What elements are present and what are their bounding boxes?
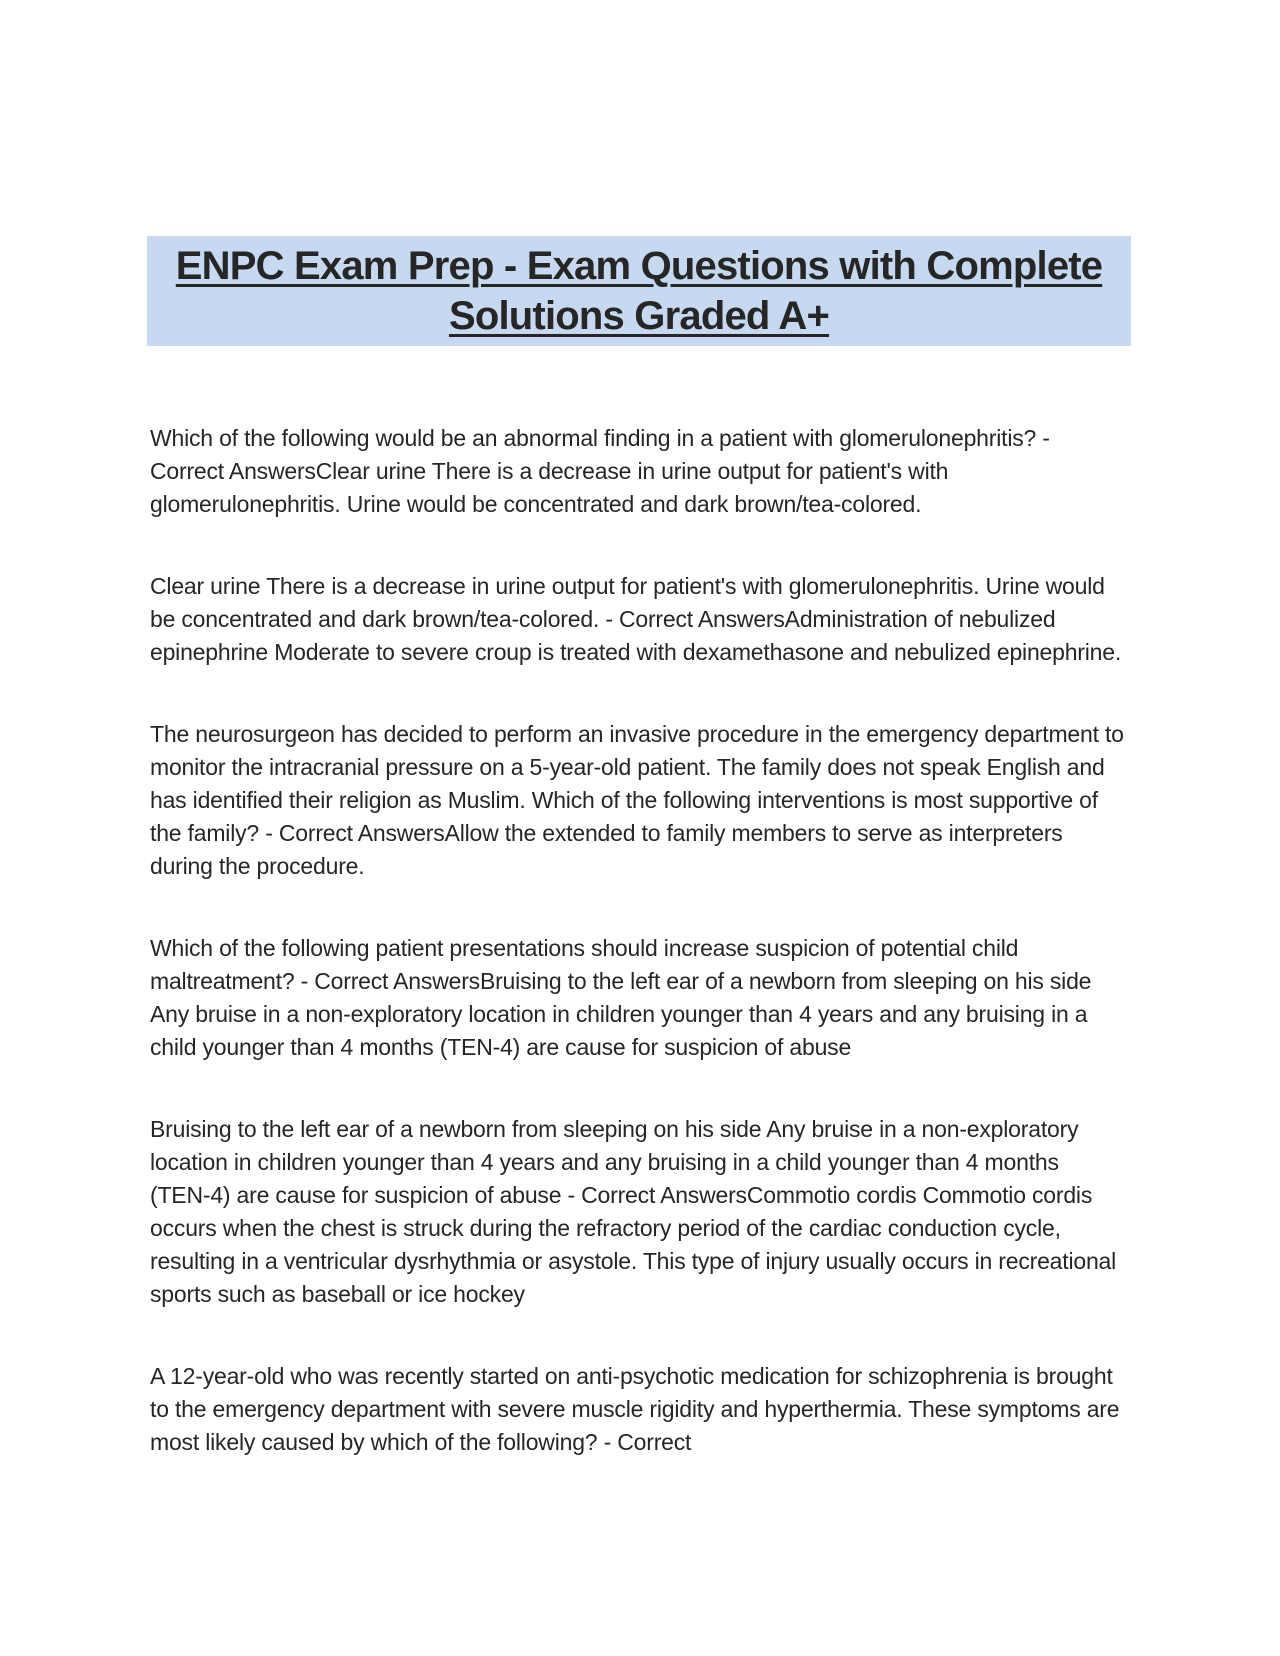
qa-entry-1: Which of the following would be an abnormal finding in a patient with glomerulonephritis? - Correct AnswersClear urine There is a decrease in urine output for patient's with glomerulonephritis. Urine would be concentrated and dark brown/tea-colored. <box>150 425 1050 517</box>
qa-entry-4: Which of the following patient presentations should increase suspicion of potential child maltreatment? - Correct AnswersBruising to the left ear of a newborn from sleeping on his side Any bruise in a non-exploratory location in children younger than 4 years and any bruising in a child younger than 4 months (TEN-4) are cause for suspicion of abuse <box>150 935 1092 1060</box>
qa-entry-2: Clear urine There is a decrease in urine output for patient's with glomerulonephritis. Urine would be concentrated and dark brown/tea-colored. - Correct AnswersAdministration of nebulized epinephrine Moderate to severe croup is treated with dexamethasone and nebulized epinephrine. <box>150 573 1122 665</box>
qa-entry-5: Bruising to the left ear of a newborn from sleeping on his side Any bruise in a non-exploratory location in children younger than 4 years and any bruising in a child younger than 4 months (TEN-4) are cause for suspicion of abuse - Correct AnswersCommotio cordis Commotio cordis occurs when the chest is struck during the refractory period of the cardiac conduction cycle, resulting in a ventricular dysrhythmia or asystole. This type of injury usually occurs in recreational sports such as baseball or ice hockey <box>150 1116 1117 1307</box>
document-title-line-2: Solutions Graded A+ <box>448 294 830 338</box>
qa-entry-6: A 12-year-old who was recently started on anti-psychotic medication for schizophrenia is brought to the emergency department with severe muscle rigidity and hyperthermia. These symptoms are most likely caused by which of the following? - Correct <box>150 1363 1120 1455</box>
qa-content <box>150 422 1125 1508</box>
title-banner <box>147 236 1131 346</box>
qa-entry-3: The neurosurgeon has decided to perform an invasive procedure in the emergency department to monitor the intracranial pressure on a 5-year-old patient. The family does not speak English and has identified their religion as Muslim. Which of the following interventions is most supportive of the family? - Correct AnswersAllow the extended to family members to serve as interpreters during the procedure. <box>150 721 1124 879</box>
document-title-line-1: ENPC Exam Prep - Exam Questions with Complete <box>175 244 1103 288</box>
